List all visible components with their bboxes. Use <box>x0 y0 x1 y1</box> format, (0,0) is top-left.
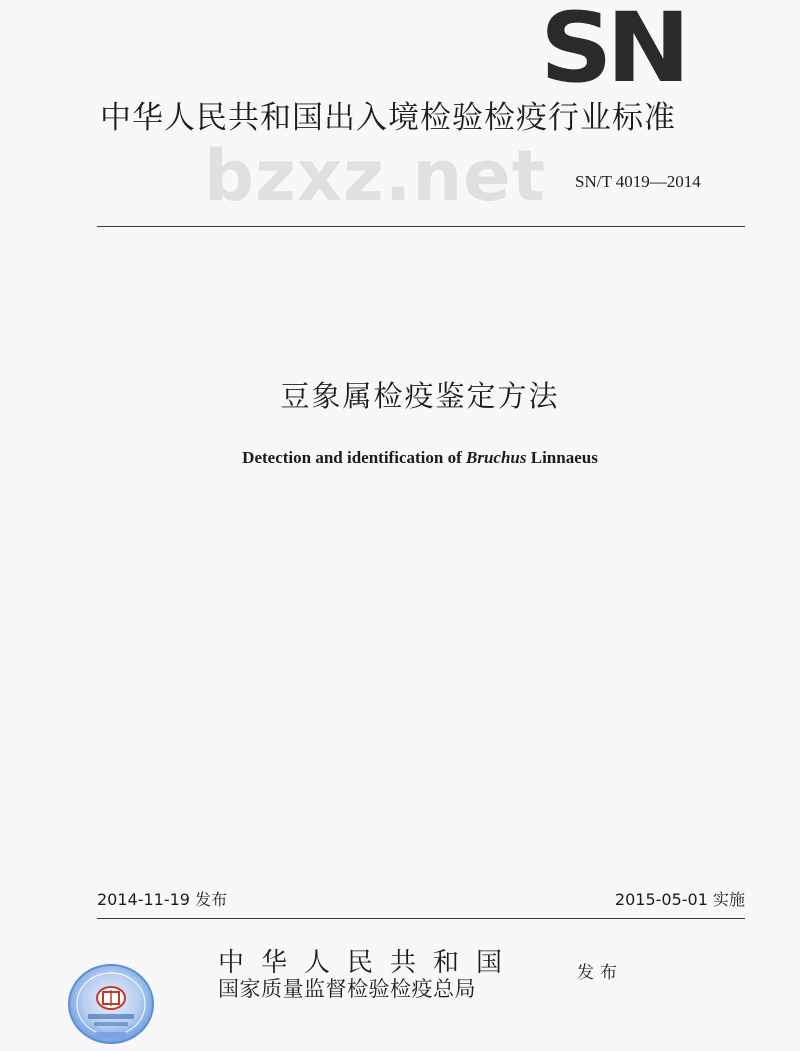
implementation-date: 2015-05-01 实施 <box>614 890 745 909</box>
english-title-genus: Bruchus <box>466 448 527 467</box>
org-title: 中华人民共和国出入境检验检疫行业标准 <box>100 100 676 136</box>
issuer-country: 中华人民共和国 <box>218 948 520 978</box>
standard-number: SN/T 4019—2014 <box>575 172 701 191</box>
anti-counterfeit-seal-icon <box>66 962 156 1046</box>
english-title-prefix: Detection and identification of <box>242 448 466 467</box>
publish-label: 发布 <box>577 963 623 983</box>
bottom-divider <box>97 918 745 919</box>
sn-logo: SN <box>540 0 685 104</box>
english-title-suffix: Linnaeus <box>526 448 598 467</box>
top-divider <box>97 226 745 227</box>
issue-date: 2014-11-19 发布 <box>97 890 228 909</box>
english-title <box>0 446 800 470</box>
chinese-title: 豆象属检疫鉴定方法 <box>280 379 560 413</box>
issuer-agency: 国家质量监督检验检疫总局 <box>218 977 476 1001</box>
watermark: bzxz.net <box>204 135 547 217</box>
